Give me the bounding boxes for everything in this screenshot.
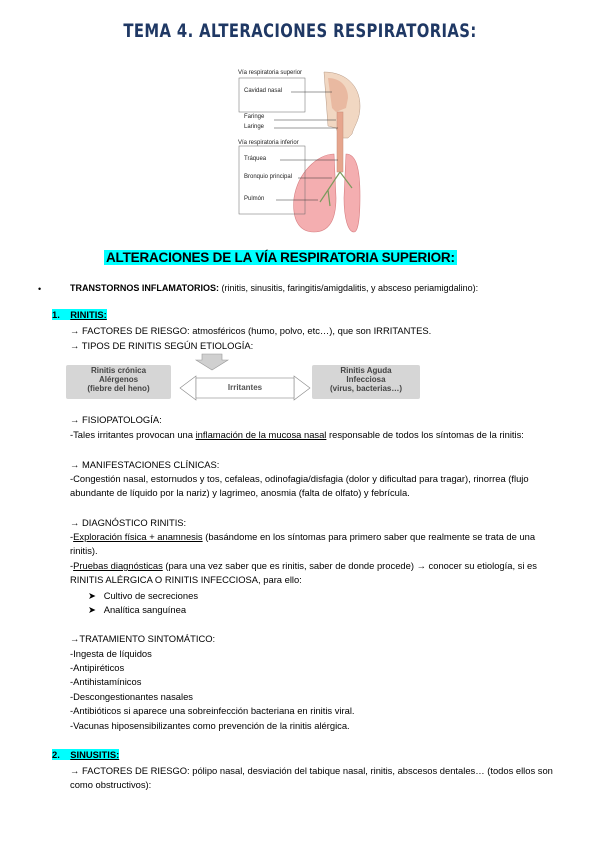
rinitis-number: 1.	[52, 309, 60, 320]
rinitis-title: RINITIS:	[70, 309, 107, 320]
diagram-right-box	[312, 365, 420, 399]
sinusitis-factores-label: → FACTORES DE RIESGO:	[70, 765, 190, 776]
diag-underlined: Pruebas diagnósticas	[73, 560, 163, 571]
fisio-label: → FISIOPATOLOGÍA:	[70, 414, 162, 425]
trat-item: -Antibióticos si aparece una sobreinfección bacteriana en rinitis viral.	[70, 705, 355, 716]
rinitis-tipos-label: → TIPOS DE RINITIS SEGÚN ETIOLOGÍA:	[70, 340, 254, 351]
fisio-post: responsable de todos los síntomas de la rinitis:	[326, 429, 524, 440]
trat-label: →TRATAMIENTO SINTOMÁTICO:	[70, 633, 216, 644]
diag-line: -Pruebas diagnósticas (para una vez saber que es rinitis, saber de donde procede) → conocer su etiología, si es	[70, 560, 537, 571]
sinusitis-factores-line2: como obstructivos):	[70, 779, 152, 790]
rinitis-factores	[70, 324, 431, 337]
trat-item: -Antipiréticos	[70, 662, 125, 673]
diag-line: rinitis).	[70, 545, 98, 556]
manif-line: abundante de líquido por la nariz) y lagrimeo, anosmia (falta de olfato) y febrícula.	[70, 487, 410, 498]
diag-line: -Exploración física + anamnesis (basándome en los síntomas para primero saber que realmente se trata de una	[70, 531, 536, 542]
diagram-left-line: (fiebre del heno)	[87, 384, 150, 393]
diag-item	[88, 589, 198, 602]
diag-label: → DIAGNÓSTICO RINITIS:	[70, 517, 187, 528]
respiratory-figure	[236, 68, 366, 236]
page-title: TEMA 4. ALTERACIONES RESPIRATORIAS:	[123, 20, 477, 42]
diagram-right-line: (virus, bacterias…)	[329, 384, 403, 393]
figure-label: Faringe	[244, 114, 265, 120]
arrow-bullet-icon: ➤	[88, 590, 96, 601]
diagram-left-box	[66, 365, 171, 399]
figure-label: Tráquea	[244, 156, 267, 162]
bullet-rest: (rinitis, sinusitis, faringitis/amigdalitis, y absceso periamigdalino):	[219, 283, 479, 293]
diag-underlined: Exploración física + anamnesis	[73, 531, 203, 542]
figure-label: Vía respiratoria superior	[238, 70, 303, 76]
bullet-item	[38, 282, 41, 296]
fisio-pre: -Tales irritantes provocan una	[70, 429, 196, 440]
figure-label: Vía respiratoria inferior	[238, 140, 299, 146]
trat-item: -Vacunas hiposensibilizantes como prevención de la rinitis alérgica.	[70, 720, 350, 731]
fisio-underlined: inflamación de la mucosa nasal	[195, 429, 327, 440]
section-heading: ALTERACIONES DE LA VÍA RESPIRATORIA SUPERIOR:	[106, 250, 455, 265]
diagram-left-line: Alérgenos	[98, 375, 139, 384]
arrow-bullet-icon: ➤	[88, 604, 96, 615]
factores-text: atmosféricos (humo, polvo, etc…), que son IRRITANTES.	[189, 325, 432, 336]
figure-label: Cavidad nasal	[244, 88, 283, 94]
trat-item: -Ingesta de líquidos	[70, 648, 152, 659]
figure-label: Laringe	[244, 124, 265, 130]
diagram-right-line: Rinitis Aguda	[340, 366, 392, 375]
sinusitis-heading	[52, 748, 119, 761]
diagram-center: Irritantes	[227, 383, 263, 392]
bullet-text	[70, 282, 478, 295]
diagram-right-line: Infecciosa	[346, 375, 386, 384]
manif-label: → MANIFESTACIONES CLÍNICAS:	[70, 459, 220, 470]
bullet-dot-icon: •	[38, 284, 42, 294]
factores-label: → FACTORES DE RIESGO:	[70, 325, 190, 336]
trat-item: -Antihistamínicos	[70, 676, 142, 687]
diag-text: (para una vez saber que es rinitis, saber de donde procede) → conocer su etiología, si es	[162, 560, 537, 571]
diag-text: (basándome en los síntomas para primero saber que realmente se trata de una	[202, 531, 536, 542]
sinusitis-number: 2.	[52, 749, 60, 760]
sinusitis-title: SINUSITIS:	[70, 749, 120, 760]
diag-line: RINITIS ALÉRGICA O RINITIS INFECCIOSA, para ello:	[70, 574, 302, 585]
diagram-left-line: Rinitis crónica	[90, 366, 147, 375]
fisio-text	[70, 428, 524, 441]
sinusitis-factores	[70, 764, 553, 777]
diag-item-text: Cultivo de secreciones	[103, 590, 199, 601]
bullet-bold: TRANSTORNOS INFLAMATORIOS:	[70, 283, 219, 293]
diag-item-text: Analítica sanguínea	[103, 604, 187, 615]
sinusitis-factores-text: pólipo nasal, desviación del tabique nasal, rinitis, abscesos dentales… (todos ellos son	[189, 765, 553, 776]
diag-item	[88, 603, 186, 616]
figure-label: Pulmón	[244, 196, 265, 202]
rinitis-heading	[52, 308, 107, 321]
figure-label: Bronquio principal	[244, 174, 293, 180]
trat-item: -Descongestionantes nasales	[70, 691, 193, 702]
diagram-arrows	[166, 352, 326, 404]
manif-line: -Congestión nasal, estornudos y tos, cefaleas, odinofagia/disfagia (dolor y dificultad para tragar), rinorrea (flujo	[70, 473, 529, 484]
